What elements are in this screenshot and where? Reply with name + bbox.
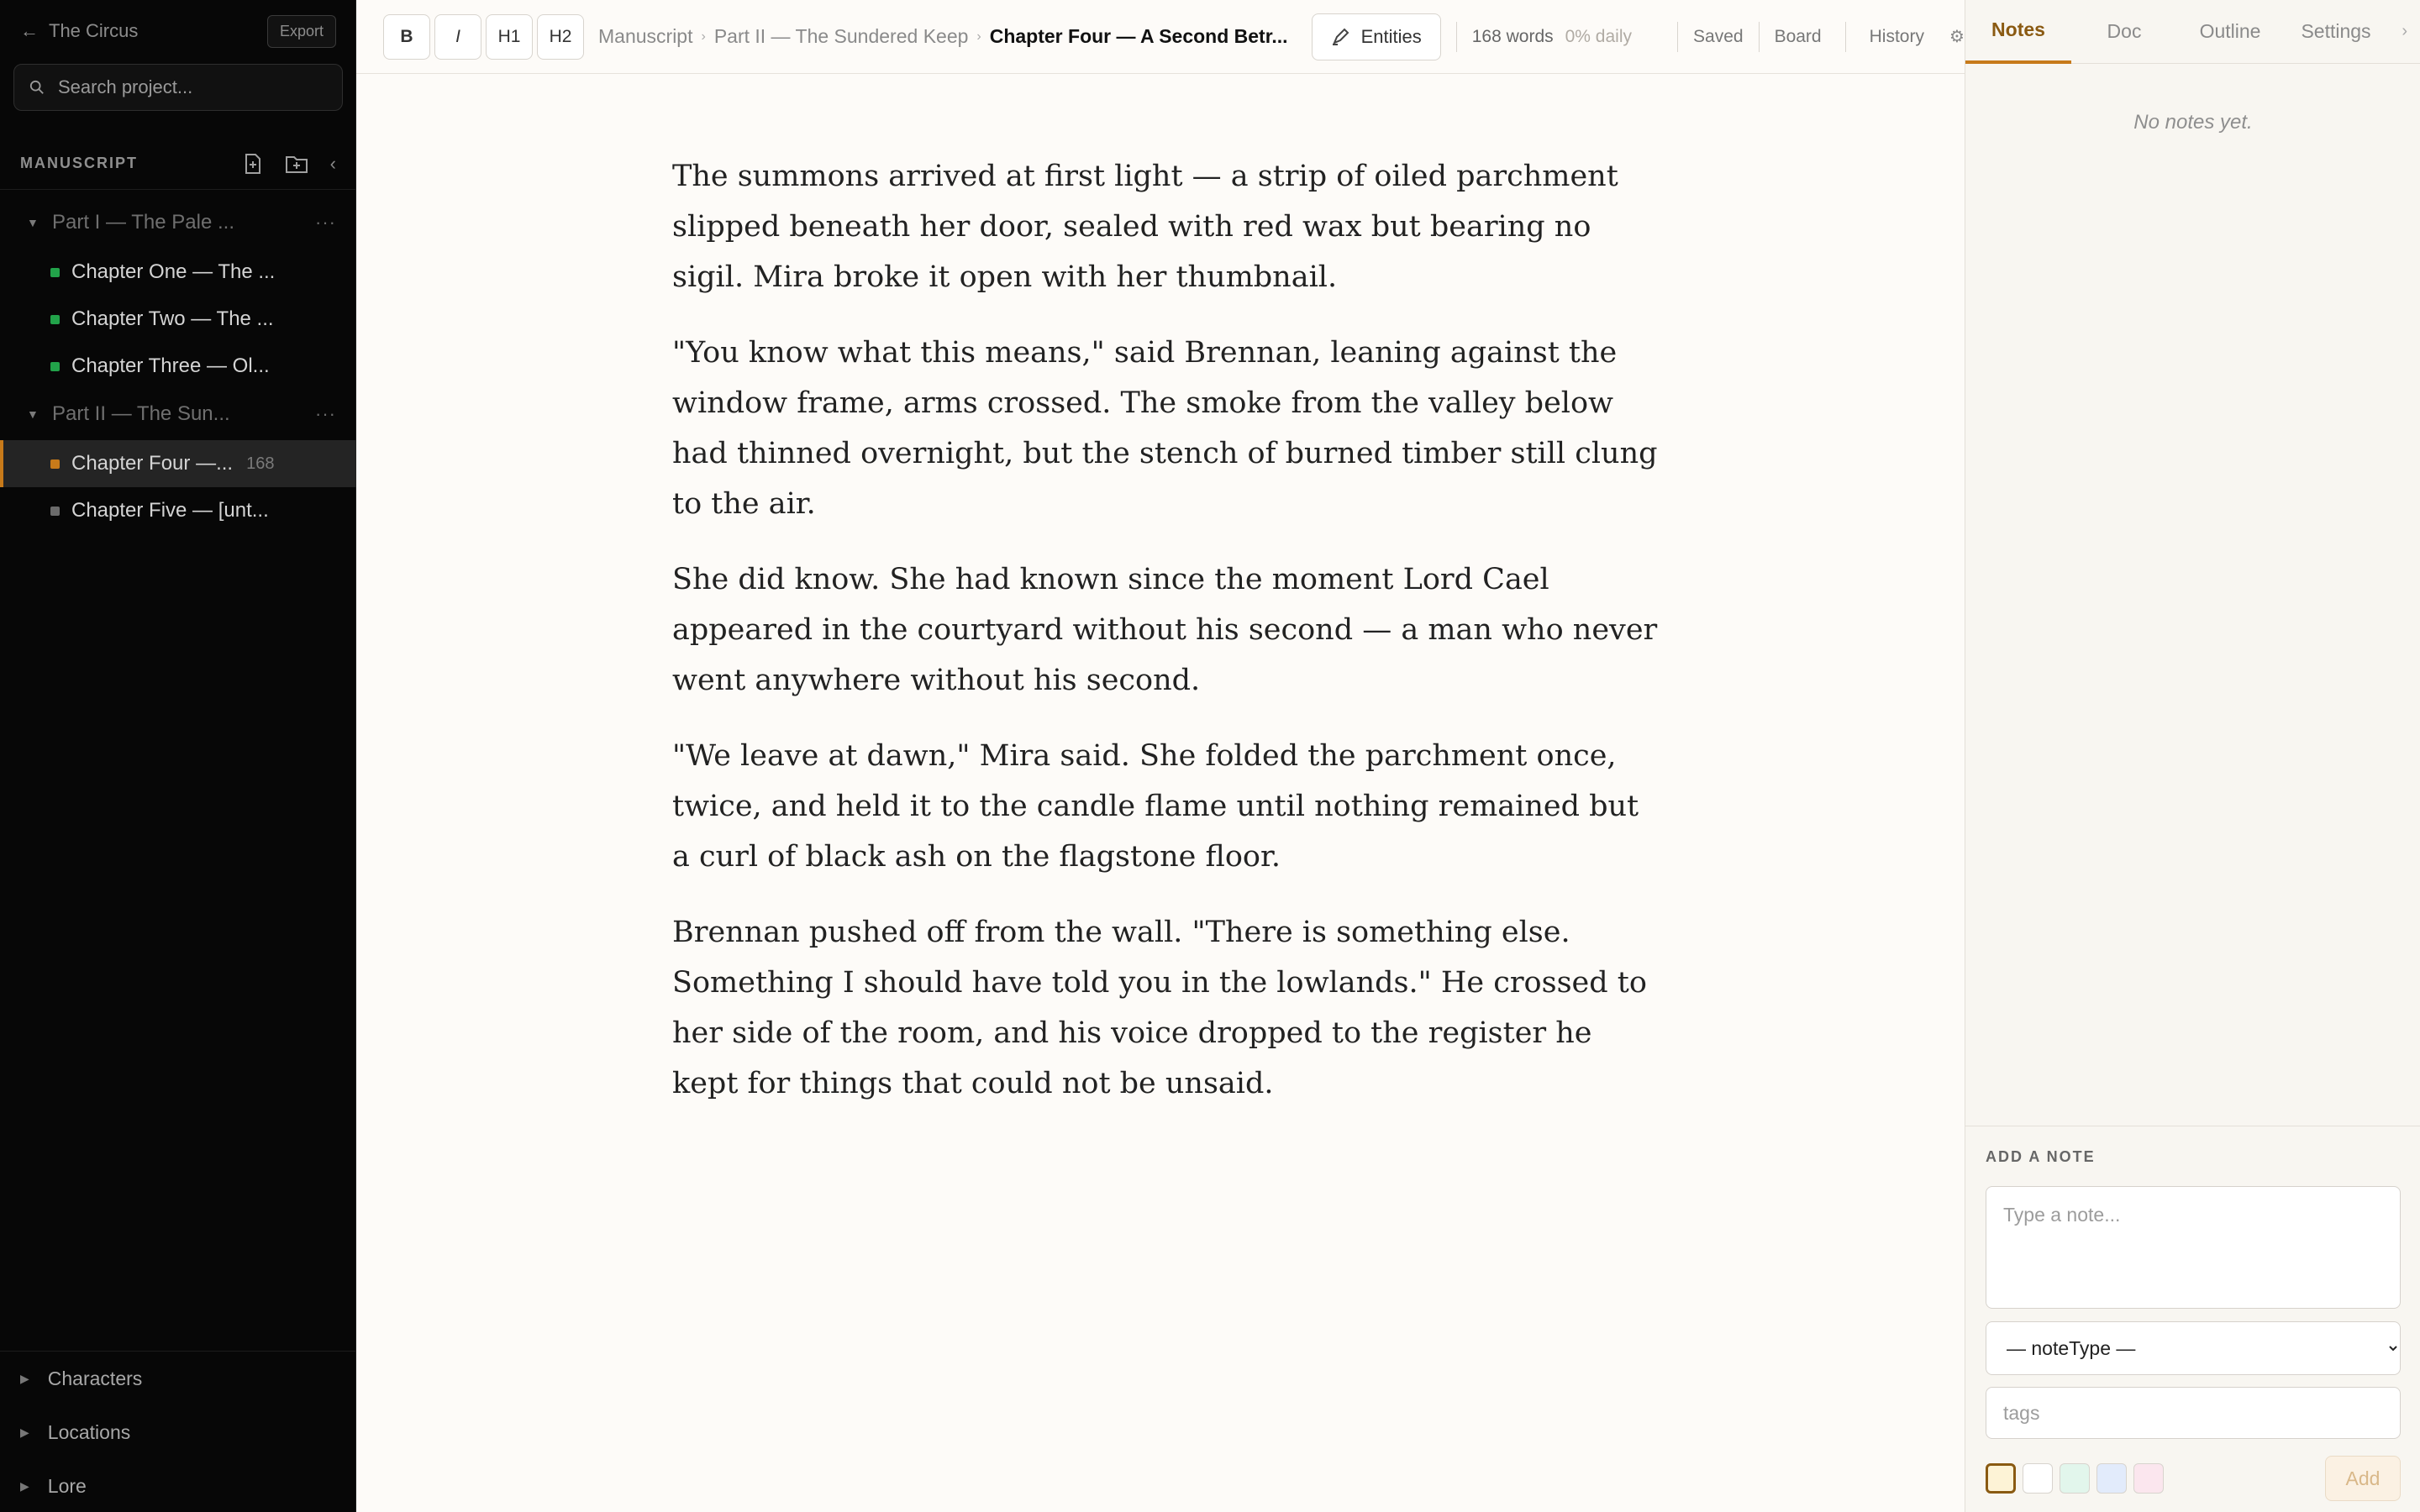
tab-doc[interactable]: Doc: [2107, 20, 2142, 42]
note-actions: [1986, 1456, 2401, 1501]
sidebar-collections: [0, 1351, 356, 1512]
project-name: The Circus: [49, 20, 139, 41]
caret-right-icon: ▶: [20, 1425, 29, 1439]
tree-chapter[interactable]: [0, 343, 356, 390]
status-dot: [50, 507, 60, 516]
tab-notes[interactable]: Notes: [1965, 0, 2071, 64]
tree-part[interactable]: [0, 198, 356, 247]
tree-chapter-label: Chapter Five — [unt...: [71, 499, 269, 522]
breadcrumb: [598, 25, 1288, 48]
section-characters[interactable]: [0, 1352, 356, 1405]
color-swatch-yellow[interactable]: [1986, 1463, 2016, 1494]
more-options-icon[interactable]: ···: [315, 403, 336, 424]
editor-canvas[interactable]: [356, 74, 1965, 1512]
section-label: Characters: [47, 1367, 143, 1389]
add-note-form: [1965, 1126, 2420, 1512]
caret-down-icon[interactable]: ▼: [27, 216, 39, 229]
bold-button[interactable]: B: [383, 14, 430, 60]
paragraph[interactable]: "You know what this means," said Brennan, leaning against the window frame, arms crossed. The smoke from the valley below had thinned overnight, but the stench of burned timber still clung to the air.: [672, 336, 1658, 521]
status-dot: [50, 315, 60, 324]
paragraph[interactable]: Brennan pushed off from the wall. "There is something else. Something I should have told you in the lowlands." He crossed to her side of the room, and his voice dropped to the register he kept for things that could not be unsaid.: [672, 916, 1647, 1100]
manuscript-section-header: [0, 138, 356, 190]
new-folder-icon[interactable]: [285, 154, 308, 174]
breadcrumb-item[interactable]: Part II — The Sundered Keep: [713, 25, 969, 47]
search-box: [13, 64, 343, 111]
tree-part-label: Part II — The Sun...: [52, 402, 230, 425]
chevron-right-icon[interactable]: ›: [2402, 22, 2407, 40]
sidebar: [0, 0, 356, 1512]
chevron-right-icon: ›: [976, 29, 981, 44]
note-textarea[interactable]: [1986, 1186, 2401, 1309]
document-body[interactable]: [672, 151, 1664, 1134]
caret-down-icon[interactable]: ▼: [27, 407, 39, 421]
breadcrumb-item[interactable]: Manuscript: [598, 25, 693, 47]
section-title: MANUSCRIPT: [20, 155, 138, 171]
breadcrumb-current: Chapter Four — A Second Betr...: [989, 25, 1288, 47]
status-dot: [50, 362, 60, 371]
heading-1-button[interactable]: H1: [486, 14, 533, 60]
tree-chapter-label: Chapter Three — Ol...: [71, 354, 270, 377]
section-label: Lore: [47, 1474, 87, 1497]
divider: [1456, 22, 1457, 52]
section-lore[interactable]: [0, 1459, 356, 1512]
tags-input[interactable]: [1986, 1387, 2401, 1439]
entities-label: Entities: [1360, 25, 1422, 47]
paragraph[interactable]: She did know. She had known since the moment Lord Cael appeared in the courtyard without his second — a man who never went anywhere without his second.: [672, 563, 1658, 697]
color-swatch-blue[interactable]: [2096, 1463, 2127, 1494]
divider: [1677, 22, 1678, 52]
tree-chapter-label: Chapter Two — The ...: [71, 307, 274, 330]
tree-chapter[interactable]: [0, 296, 356, 343]
more-options-icon[interactable]: ···: [315, 212, 336, 233]
tree-part-label: Part I — The Pale ...: [52, 211, 234, 234]
paragraph[interactable]: The summons arrived at first light — a strip of oiled parchment slipped beneath her door, sealed with red wax but bearing no sigil. Mira broke it open with her thumbnail.: [672, 160, 1618, 294]
divider: [1845, 22, 1846, 52]
section-label: Locations: [47, 1420, 131, 1443]
daily-progress: 0% daily: [1565, 26, 1633, 46]
caret-right-icon: ▶: [20, 1371, 29, 1385]
entities-button[interactable]: [1312, 13, 1441, 60]
tree-chapter-label: Chapter One — The ...: [71, 260, 276, 283]
divider: [1759, 22, 1760, 52]
back-to-project-link[interactable]: [20, 20, 138, 42]
gear-icon[interactable]: ⚙: [1949, 28, 1965, 46]
manuscript-tree: [0, 198, 356, 534]
inspector-panel: [1965, 0, 2420, 1512]
tree-chapter[interactable]: [0, 249, 356, 296]
chevron-right-icon: ›: [701, 29, 706, 44]
tab-outline[interactable]: Outline: [2199, 20, 2261, 42]
tab-settings[interactable]: Settings: [2301, 20, 2371, 42]
add-note-title: ADD A NOTE: [1986, 1148, 2096, 1165]
note-type-select[interactable]: [1986, 1321, 2401, 1375]
color-swatch-pink[interactable]: [2133, 1463, 2164, 1494]
add-note-button[interactable]: Add: [2325, 1456, 2401, 1501]
word-count-badge: 168: [246, 454, 275, 473]
color-swatch-white[interactable]: [2023, 1463, 2053, 1494]
tree-part[interactable]: [0, 390, 356, 438]
highlighter-icon: [1331, 28, 1349, 46]
tree-chapter[interactable]: [0, 487, 356, 534]
word-count: 168 words: [1471, 26, 1554, 46]
sidebar-header: [0, 0, 356, 62]
editor-toolbar: [356, 0, 1965, 74]
save-status: Saved: [1693, 26, 1744, 46]
history-button[interactable]: History: [1869, 26, 1924, 46]
paragraph[interactable]: "We leave at dawn," Mira said. She folded the parchment once, twice, and held it to the candle flame until nothing remained but a curl of black ash on the flagstone floor.: [672, 739, 1639, 874]
empty-notes-message: No notes yet.: [2133, 111, 2253, 134]
caret-right-icon: ▶: [20, 1478, 29, 1493]
board-button[interactable]: Board: [1774, 26, 1822, 46]
arrow-left-icon: ←: [20, 20, 39, 41]
heading-2-button[interactable]: H2: [537, 14, 584, 60]
export-button[interactable]: Export: [267, 15, 336, 48]
new-document-icon[interactable]: [243, 153, 263, 175]
section-locations[interactable]: [0, 1405, 356, 1459]
color-swatch-green[interactable]: [2060, 1463, 2090, 1494]
tree-chapter-label: Chapter Four —...: [71, 452, 234, 475]
search-input[interactable]: [58, 76, 327, 98]
search-icon: [29, 80, 45, 95]
tree-chapter-active[interactable]: [0, 440, 356, 487]
inspector-tabs: [1965, 0, 2420, 64]
italic-button[interactable]: I: [434, 14, 481, 60]
status-dot: [50, 459, 60, 469]
status-dot: [50, 268, 60, 277]
collapse-sidebar-icon[interactable]: ‹: [329, 152, 336, 174]
